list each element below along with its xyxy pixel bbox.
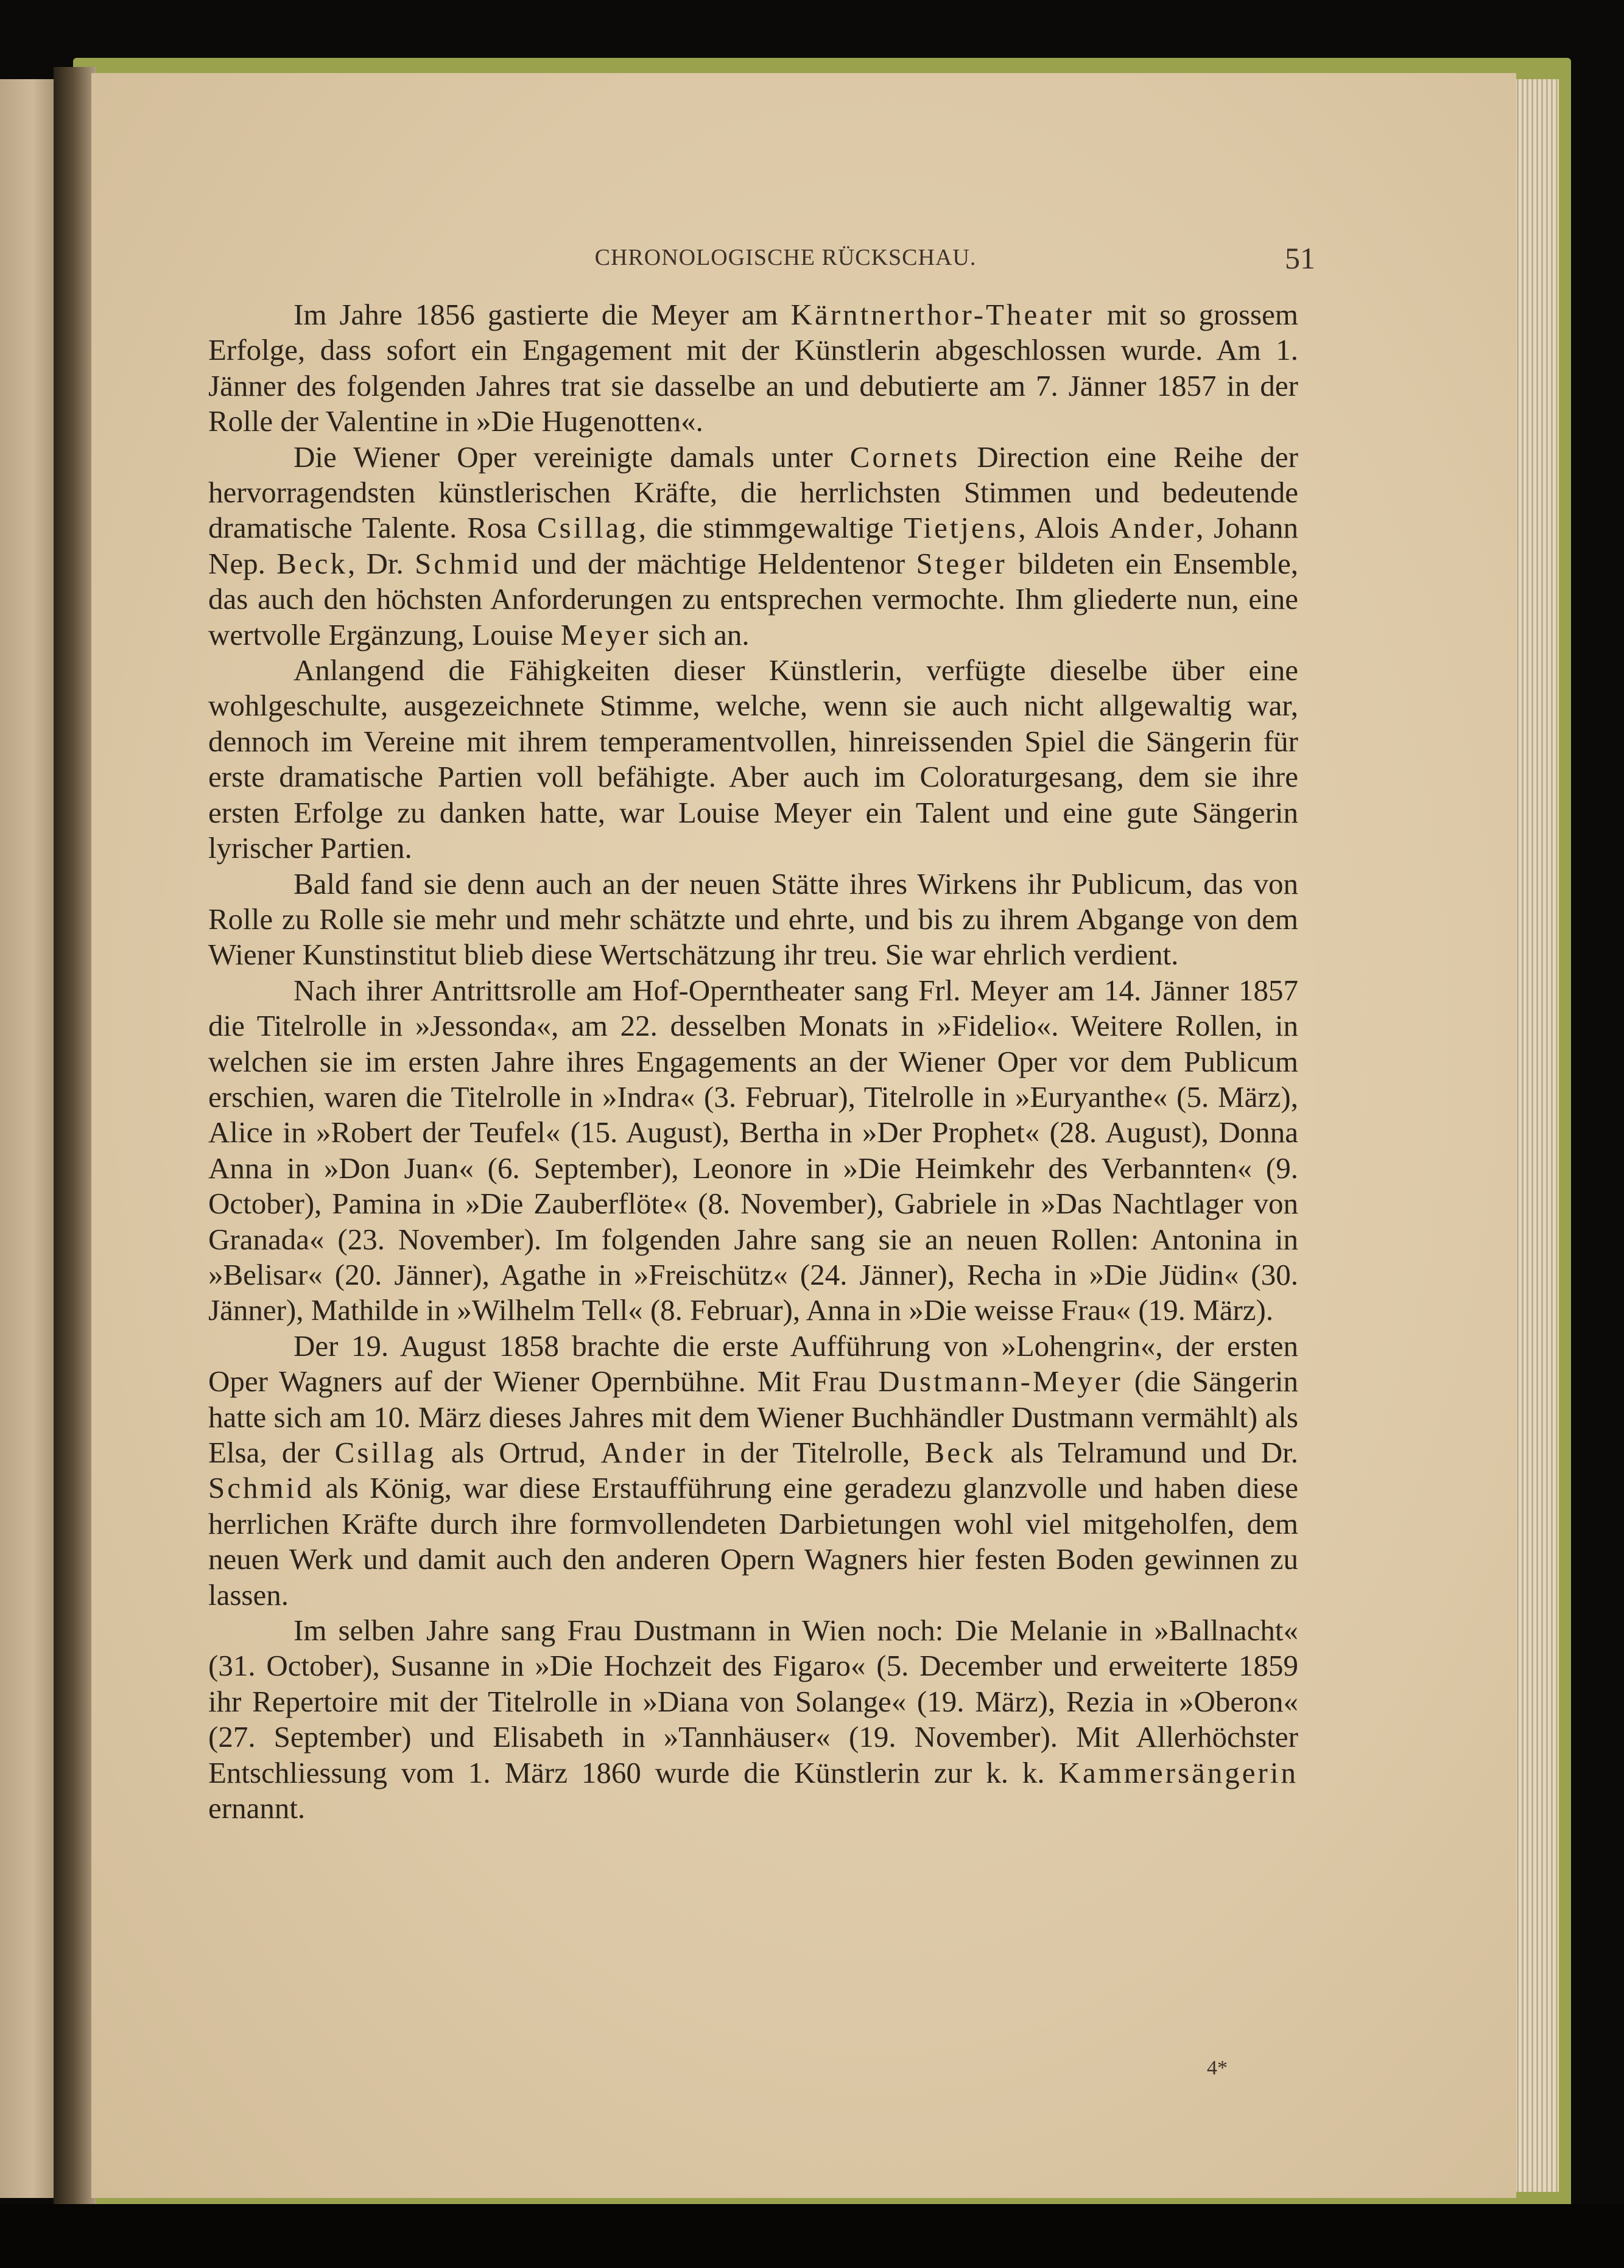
text-run: in der Titelrolle,	[687, 1436, 925, 1469]
book-gutter	[54, 67, 96, 2210]
text-run: bildeten ein Ensemble, das auch den höchsten Anforderungen zu entsprechen vermochte. Ihm gliederte nun, eine wertvolle Ergänzung, Louise	[208, 546, 1298, 651]
text-run: , Johann Nep.	[208, 511, 1298, 580]
text-run: , die stimmgewaltige	[638, 511, 904, 545]
paragraph	[208, 297, 1298, 440]
body-text	[208, 297, 1298, 1826]
text-run: Anlangend die Fähigkeiten dieser Künstlerin, verfügte dieselbe über eine wohlgeschulte, ausgezeichnete Stimme, welche, wenn sie auch nicht allgewaltig war, dennoch im Vereine mit ihrem temperamentvollen, hinreissenden Spiel die Sängerin für erste dramatische Partien voll befähigte. Aber auch im Coloraturgesang, dem sie ihre ersten Erfolge zu danken hatte, war Louise Meyer ein Talent und eine gute Sängerin lyrischer Partien.	[208, 653, 1298, 865]
text-run: Direction eine Reihe der hervorragendsten künstlerischen Kräfte, die herrlichsten Stimmen und bedeutende dramatische Talente. Rosa	[208, 440, 1298, 545]
paragraph	[208, 866, 1298, 973]
text-run: Im selben Jahre sang Frau Dustmann in Wien noch: Die Melanie in »Ballnacht« (31. October), Susanne in »Die Hochzeit des Figaro« (5. December und erweiterte 1859 ihr Repertoire mit der Titelrolle in »Diana von Solange« (19. März), Rezia in »Oberon« (27. September) und Elisabeth in »Tannhäuser« (19. November). Mit Allerhöchster Entschliessung vom 1. März 1860 wurde die Künstlerin zur k. k.	[208, 1613, 1298, 1789]
spaced-name: Beck	[924, 1436, 996, 1469]
paragraph	[208, 973, 1298, 1329]
facing-page-edge	[0, 79, 55, 2198]
spaced-name: Meyer	[560, 617, 651, 651]
text-run: , Alois	[1018, 511, 1109, 545]
spaced-name: Csillag	[334, 1436, 437, 1469]
spaced-name: Ander	[1109, 511, 1197, 545]
running-head	[262, 240, 1315, 277]
text-run: ernannt.	[208, 1791, 306, 1825]
text-run: sich an.	[650, 617, 750, 651]
spaced-name: Dustmann-Meyer	[878, 1364, 1123, 1399]
text-run: Die Wiener Oper vereinigte damals unter	[294, 440, 850, 474]
text-run: Der 19. August 1858 brachte die erste Aufführung von »Lohengrin«, der ersten Oper Wagners auf der Wiener Opernbühne. Mit Frau	[208, 1329, 1298, 1399]
text-run: Nach ihrer Antrittsrolle am Hof-Operntheater sang Frl. Meyer am 14. Jänner 1857 die Titelrolle in »Jessonda«, am 22. desselben Monats in »Fidelio«. Weitere Rollen, in welchen sie im ersten Jahre ihres Engagements an der Wiener Oper vor dem Publicum erschien, waren die Titelrolle in »Indra« (3. Februar), Titelrolle in »Euryanthe« (5. März), Alice in »Robert der Teufel« (15. August), Bertha in »Der Prophet« (28. August), Donna Anna in »Don Juan« (6. September), Leonore in »Die Heimkehr des Verbannten« (9. October), Pamina in »Die Zauberflöte« (8. November), Gabriele in »Das Nachtlager von Granada« (23. November). Im folgenden Jahre sang sie an neuen Rollen: Antonina in »Belisar« (20. Jänner), Agathe in »Freischütz« (24. Jänner), Recha in »Die Jüdin« (30. Jänner), Mathilde in »Wilhelm Tell« (8. Februar), Anna in »Die weisse Frau« (19. März).	[208, 973, 1298, 1327]
text-run: Bald fand sie denn auch an der neuen Stätte ihres Wirkens ihr Publicum, das von Rolle zu Rolle sie mehr und mehr schätzte und ehrte, und bis zu ihrem Abgange von dem Wiener Kunstinstitut blieb diese Wertschätzung ihr treu. Sie war ehrlich verdient.	[208, 866, 1298, 972]
spaced-name: Steger	[916, 546, 1007, 580]
spaced-name: Beck	[276, 546, 348, 580]
spaced-name: Kammersängerin	[1058, 1755, 1298, 1789]
paragraph	[208, 653, 1298, 866]
text-run: , Dr.	[347, 546, 415, 580]
paragraph	[208, 1613, 1298, 1826]
signature-mark: 4*	[1207, 2057, 1228, 2079]
spaced-name: Schmid	[208, 1471, 314, 1505]
spaced-name: Csillag	[536, 511, 639, 545]
spaced-name: Kärntnerthor-Theater	[790, 298, 1094, 331]
paragraph	[208, 1329, 1298, 1613]
spaced-name: Schmid	[415, 546, 521, 580]
page-number: 51	[1285, 241, 1315, 275]
background-shadow	[0, 2204, 1624, 2268]
text-run: (die Sängerin hatte sich am 10. März dieses Jahres mit dem Wiener Buchhändler Dustmann vermählt) als Elsa, der	[208, 1364, 1298, 1469]
spaced-name: Tietjens	[904, 511, 1019, 545]
text-run: und der mächtige Heldentenor	[520, 546, 916, 580]
running-title: CHRONOLOGISCHE RÜCKSCHAU.	[594, 245, 977, 270]
text-run: mit so grossem Erfolge, dass sofort ein Engagement mit der Künstlerin abgeschlossen wurde. Am 1. Jänner des folgenden Jahres trat sie dasselbe an und debutierte am 7. Jänner 1857 in der Rolle der Valentine in »Die Hugenotten«.	[208, 298, 1298, 438]
text-run: als König, war diese Erstaufführung eine geradezu glanzvolle und haben diese herrlichen Kräfte durch ihre formvollendeten Darbietungen wohl viel mitgeholfen, dem neuen Werk und damit auch den anderen Opern Wagners hier festen Boden gewinnen zu lassen.	[208, 1471, 1298, 1612]
spaced-name: Cornets	[849, 440, 960, 474]
text-run: als Ortrud,	[436, 1436, 601, 1469]
paragraph	[208, 440, 1298, 653]
text-run: Im Jahre 1856 gastierte die Meyer am	[294, 298, 791, 331]
spaced-name: Ander	[600, 1436, 687, 1469]
text-run: als Telramund und Dr.	[996, 1436, 1298, 1469]
